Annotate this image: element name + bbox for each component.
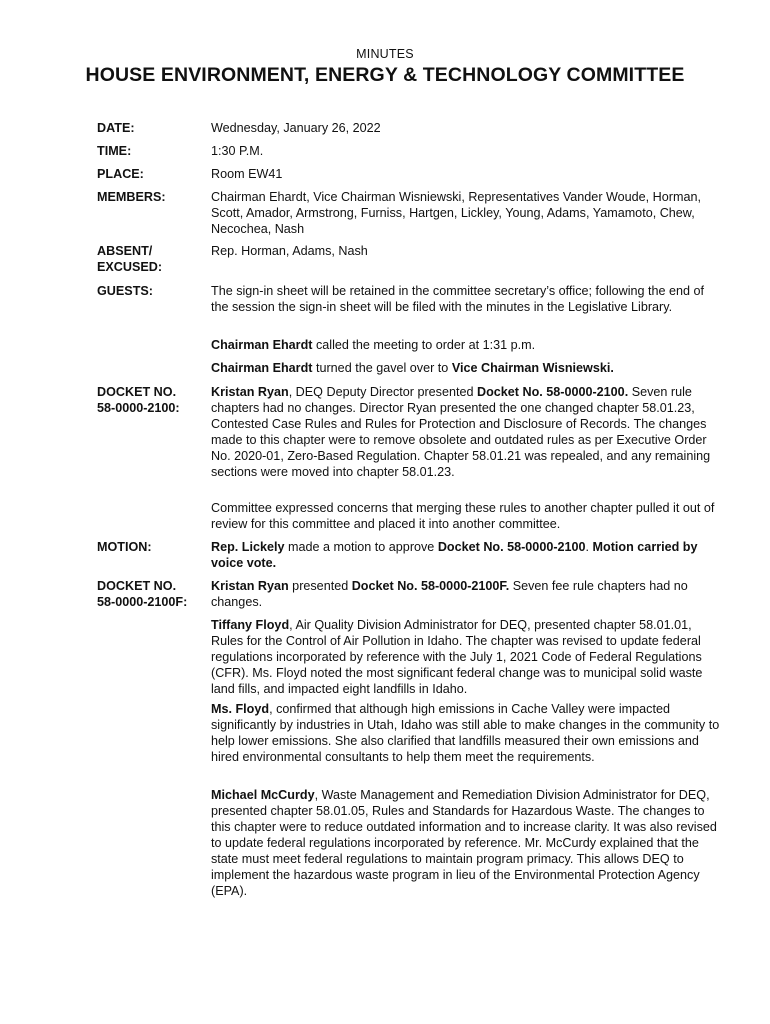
members-label: MEMBERS: xyxy=(97,190,166,204)
motion-body: made a motion to approve xyxy=(284,540,438,554)
paragraph-text: presented xyxy=(288,579,352,593)
paragraph-text: , DEQ Deputy Director presented xyxy=(288,385,477,399)
paragraph-text-2: Seven rule chapters had no changes. Director Ryan presented the one changed chapter 58.01.23, Contested Case Rules and Rules for Protection and Disclosure of Records. The changes made to this chapter were to remove obsolete and outdated rules as per Executive Order No. 2020-01, Zero-Based Regulation. Chapter 58.01.21 was repealed, and any remaining sections were moved into chapter 58.01.23. xyxy=(211,385,711,479)
docket-label-line2: 58-0000-2100F: xyxy=(97,595,188,609)
opening-paragraph-2 xyxy=(211,360,723,376)
absent-label xyxy=(97,243,209,275)
members-value: Chairman Ehardt, Vice Chairman Wisniewski, Representatives Vander Woude, Horman, Scott, Amador, Armstrong, Furniss, Hartgen, Lickley, Young, Adams, Yamamoto, Chew, Necochea, Nash xyxy=(211,190,701,236)
guests-value: The sign-in sheet will be retained in the committee secretary’s office; following the end of the session the sign-in sheet will be filed with the minutes in the Legislative Library. xyxy=(211,284,705,314)
docket-2100-paragraph-1 xyxy=(211,384,723,480)
docket-2100f-paragraph-1 xyxy=(211,578,723,610)
paragraph-text: called the meeting to order at 1:31 p.m. xyxy=(312,338,536,352)
speaker-name-2: Vice Chairman Wisniewski. xyxy=(451,361,614,375)
paragraph-text: , confirmed that although high emissions in Cache Valley were impacted significantly by industries in Utah, Idaho was still able to make changes in the community to help lower emissions. She also clarified that landfills measured their own emissions and hired environmental consultants to help them meet the requirements. xyxy=(211,702,720,764)
document-kicker: MINUTES xyxy=(356,47,414,61)
speaker-name: Kristan Ryan xyxy=(211,385,289,399)
motion-result: Motion carried by voice vote. xyxy=(211,540,698,570)
committee-title: HOUSE ENVIRONMENT, ENERGY & TECHNOLOGY COMMITTEE xyxy=(85,64,685,86)
motion-text xyxy=(211,539,723,571)
guests-label: GUESTS: xyxy=(97,284,153,298)
time-label: TIME: xyxy=(97,144,132,158)
speaker-name: Chairman Ehardt xyxy=(211,338,313,352)
docket-2100f-label xyxy=(97,578,209,610)
docket-2100f-paragraph-2 xyxy=(211,617,723,697)
absent-label-line1: ABSENT/ xyxy=(97,244,153,258)
paragraph-text: , Air Quality Division Administrator for DEQ, presented chapter 58.01.01, Rules for the Control of Air Pollution in Idaho. The chapter was revised to update federal regulations incorporated by reference with the July 1, 2021 Code of Federal Regulations (CFR). Ms. Floyd noted the most significant federal change was to municipal solid waste land fills, and impacted eight landfills in Idaho. xyxy=(211,618,703,696)
speaker-name: Ms. Floyd xyxy=(211,702,270,716)
docket-label-line2: 58-0000-2100: xyxy=(97,401,180,415)
motion-label: MOTION: xyxy=(97,540,152,554)
absent-label-line2: EXCUSED: xyxy=(97,260,163,274)
motion-maker: Rep. Lickely xyxy=(211,540,285,554)
paragraph-text: , Waste Management and Remediation Division Administrator for DEQ, presented chapter 58.01.05, Rules and Standards for Hazardous Waste. The changes to this chapter were to reduce outdated information and to increase clarity. It was also revised to update federal regulations incorporated by reference. Mr. McCurdy explained that the state must meet federal regulations to maintain program primacy. This allows DEQ to implement the hazardous waste program in lieu of the Environmental Protection Agency (EPA). xyxy=(211,788,717,898)
docket-2100f-paragraph-4 xyxy=(211,787,723,899)
docket-2100f-paragraph-3 xyxy=(211,701,723,765)
paragraph-text-2: Seven fee rule chapters had no changes. xyxy=(211,579,688,609)
docket-label-line1: DOCKET NO. xyxy=(97,385,177,399)
docket-label-line1: DOCKET NO. xyxy=(97,579,177,593)
date-label: DATE: xyxy=(97,121,135,135)
docket-reference: Docket No. 58-0000-2100F. xyxy=(351,579,510,593)
date-value: Wednesday, January 26, 2022 xyxy=(211,121,381,135)
motion-docket: Docket No. 58-0000-2100 xyxy=(437,540,586,554)
place-label: PLACE: xyxy=(97,167,144,181)
speaker-name: Kristan Ryan xyxy=(211,579,289,593)
place-value: Room EW41 xyxy=(211,167,283,181)
speaker-name: Michael McCurdy xyxy=(211,788,315,802)
speaker-name: Tiffany Floyd xyxy=(211,618,290,632)
time-value: 1:30 P.M. xyxy=(211,144,264,158)
docket-2100-label xyxy=(97,384,209,416)
docket-2100-paragraph-2: Committee expressed concerns that merging these rules to another chapter pulled it out of review for this committee and placed it into another committee. xyxy=(211,501,715,531)
absent-value: Rep. Horman, Adams, Nash xyxy=(211,244,368,258)
speaker-name: Chairman Ehardt xyxy=(211,361,313,375)
paragraph-text: turned the gavel over to xyxy=(312,361,452,375)
opening-paragraph-1 xyxy=(211,337,723,353)
docket-reference: Docket No. 58-0000-2100. xyxy=(476,385,629,399)
motion-sep: . xyxy=(585,540,593,554)
